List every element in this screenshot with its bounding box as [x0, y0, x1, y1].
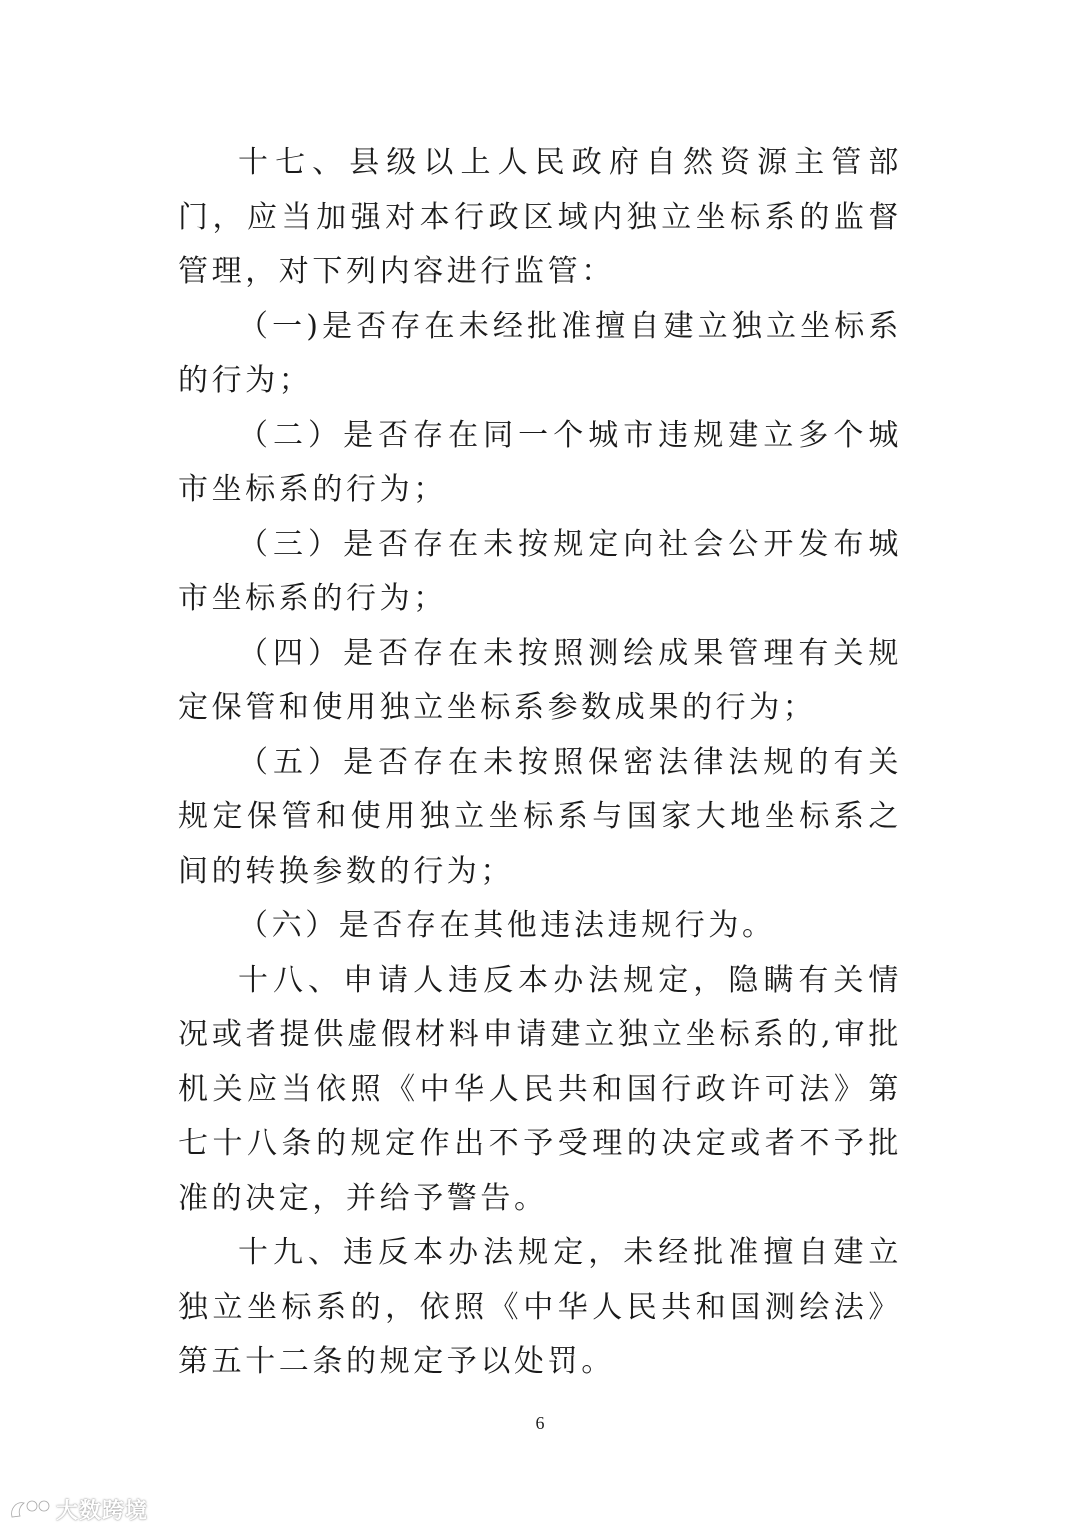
paragraph-18: 十八、申请人违反本办法规定，隐瞒有关情况或者提供虚假材料申请建立独立坐标系的,审批机关应当依照《中华人民共和国行政许可法》第七十八条的规定作出不予受理的决定或者不予批准的决定，并给予警告。	[178, 962, 902, 1216]
logo-icon	[8, 1497, 52, 1523]
item-1: （一)是否存在未经批准擅自建立独立坐标系的行为；	[178, 308, 902, 398]
watermark	[8, 1494, 148, 1525]
item-6: （六）是否存在其他违法违规行为。	[238, 908, 776, 943]
item-5: （五）是否存在未按照保密法律法规的有关规定保管和使用独立坐标系与国家大地坐标系之间的转换参数的行为；	[178, 744, 902, 889]
watermark-text: 大数跨境	[56, 1499, 149, 1524]
document-body	[178, 136, 902, 1390]
item-3: （三）是否存在未按规定向社会公开发布城市坐标系的行为；	[178, 526, 902, 616]
paragraph-17: 十七、县级以上人民政府自然资源主管部门，应当加强对本行政区域内独立坐标系的监督管理，对下列内容进行监管：	[178, 145, 902, 289]
item-4: （四）是否存在未按照测绘成果管理有关规定保管和使用独立坐标系参数成果的行为；	[178, 635, 902, 725]
item-2: （二）是否存在同一个城市违规建立多个城市坐标系的行为；	[178, 417, 902, 507]
page-number: 6	[535, 1413, 545, 1433]
paragraph-19: 十九、违反本办法规定，未经批准擅自建立独立坐标系的，依照《中华人民共和国测绘法》第五十二条的规定予以处罚。	[178, 1235, 902, 1379]
